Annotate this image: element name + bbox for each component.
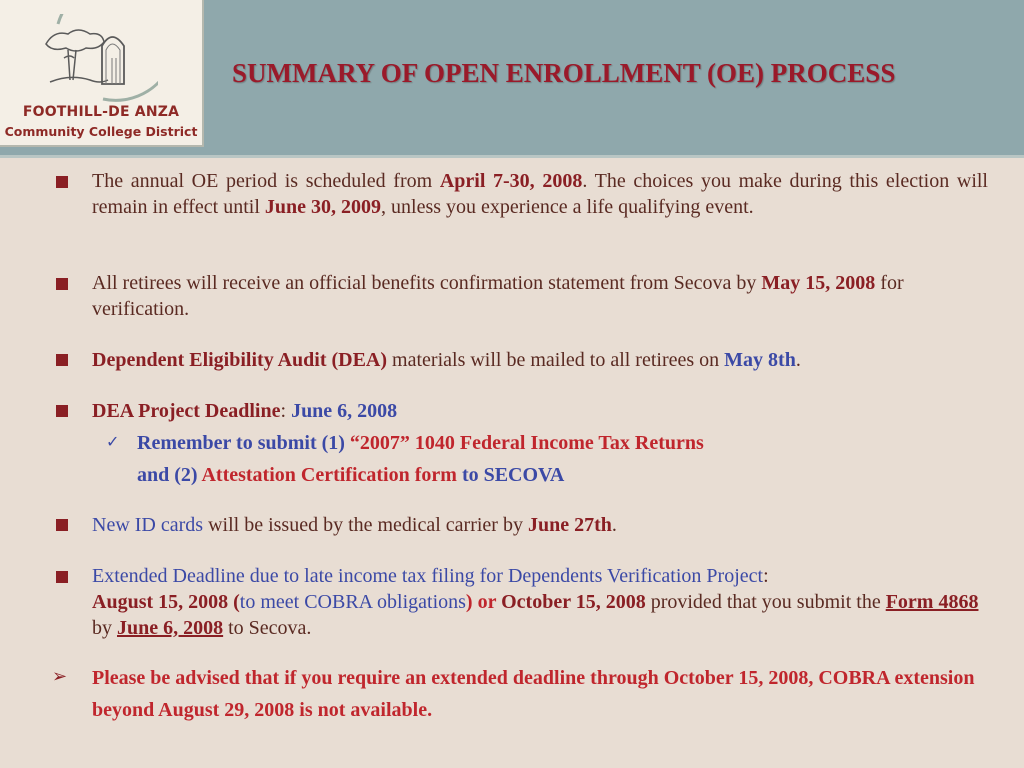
bullet-text: : <box>763 565 769 587</box>
square-bullet-icon <box>56 571 68 583</box>
cobra-note: to meet COBRA obligations <box>239 591 466 613</box>
reminder-text: Remember to submit (1) <box>137 432 350 454</box>
bullet-confirmation-statement <box>92 270 988 322</box>
square-bullet-icon <box>56 176 68 188</box>
reminder-line-1 <box>137 430 704 456</box>
bullet-text: , unless you experience a life qualifying event. <box>381 196 754 218</box>
bullet-text: : <box>280 400 292 422</box>
page-title: SUMMARY OF OPEN ENROLLMENT (OE) PROCESS <box>232 58 896 88</box>
logo-district-subtitle: Community College District <box>4 124 198 139</box>
logo-district-name: FOOTHILL-DE ANZA <box>22 104 180 120</box>
bullet-text: All retirees will receive an official benefits confirmation statement from Secova by <box>92 272 762 294</box>
bullet-text: The annual OE period is scheduled from <box>92 170 440 192</box>
bullet-text: for verification. <box>92 272 904 320</box>
id-cards-label: New ID cards <box>92 514 204 536</box>
bullet-new-id-cards <box>92 512 988 538</box>
tax-returns-item: “2007” 1040 Federal Income Tax Returns <box>349 432 704 454</box>
checkmark-icon: ✓ <box>106 434 120 451</box>
bullet-text: ) or <box>465 591 502 613</box>
bullet-dea-deadline <box>92 398 988 424</box>
bullet-text: . <box>795 349 801 371</box>
october-date: October 15, 2008 <box>501 591 646 613</box>
bullet-text: provided that you submit the <box>645 591 886 613</box>
dea-deadline-label: DEA Project Deadline <box>92 400 281 422</box>
square-bullet-icon <box>56 519 68 531</box>
reminder-text: and (2) <box>137 464 202 486</box>
form-4868: Form 4868 <box>885 591 979 613</box>
dea-deadline-date: June 6, 2008 <box>291 400 398 422</box>
reminder-line-2 <box>137 462 564 488</box>
attestation-form-item: Attestation Certification form <box>201 464 457 486</box>
bullet-text: to Secova. <box>223 617 312 639</box>
cobra-date: August 15, 2008 ( <box>92 591 240 613</box>
bullet-extended-deadline <box>92 563 988 641</box>
id-cards-date: June 27th <box>527 514 612 536</box>
bullet-text: will be issued by the medical carrier by <box>203 514 528 536</box>
square-bullet-icon <box>56 405 68 417</box>
confirmation-date: May 15, 2008 <box>761 272 876 294</box>
bullet-text: materials will be mailed to all retirees on <box>387 349 725 371</box>
bullet-text: . The choices you make during this election will remain in effect until <box>92 170 988 218</box>
form-deadline-date: June 6, 2008 <box>117 617 224 639</box>
bullet-text: . <box>611 514 617 536</box>
square-bullet-icon <box>56 354 68 366</box>
extended-deadline-label: Extended Deadline due to late income tax filing for Dependents Verification Project <box>92 565 764 587</box>
reminder-text: to SECOVA <box>456 464 565 486</box>
dea-label: Dependent Eligibility Audit (DEA) <box>92 349 388 371</box>
square-bullet-icon <box>56 278 68 290</box>
arrow-bullet-icon: ➢ <box>52 666 68 686</box>
bullet-text: by <box>92 617 117 639</box>
oe-period-dates: April 7-30, 2008 <box>439 170 583 192</box>
mailing-date: May 8th <box>724 349 796 371</box>
bullet-dea-materials <box>92 347 988 373</box>
effective-until-date: June 30, 2009 <box>264 196 382 218</box>
bullet-oe-period <box>92 168 988 220</box>
cobra-notice: Please be advised that if you require an extended deadline through October 15, 2008, COBRA extension beyond August 29, 2008 is not available. <box>92 667 975 721</box>
